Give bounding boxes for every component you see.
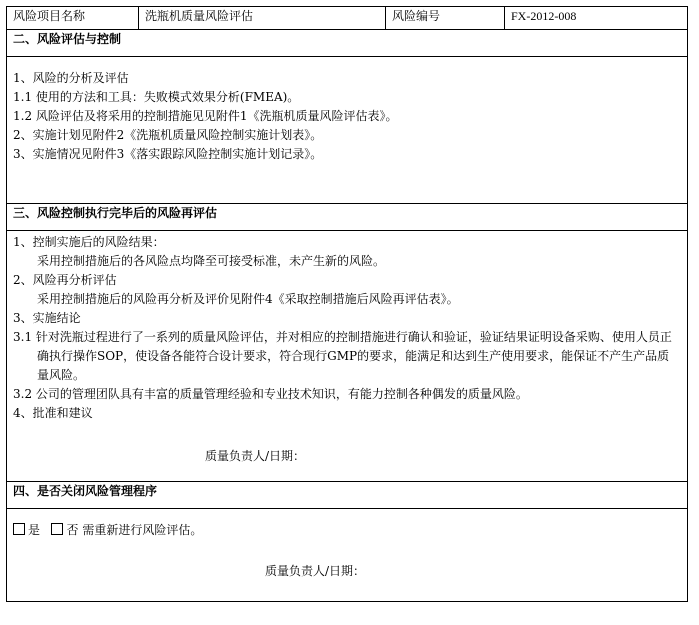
section4-body [7, 509, 688, 602]
project-name-label: 风险项目名称 [7, 7, 139, 30]
s3-item-2-detail: 采用控制措施后的风险再分析及评价见附件4《采取控制措施后风险再评估表》。 [37, 292, 459, 306]
s2-line-1: 1、风险的分析及评估 [13, 71, 129, 85]
reassess-note: 需重新进行风险评估。 [82, 523, 203, 537]
project-name-value: 洗瓶机质量风险评估 [139, 7, 386, 30]
s3-item-1: 1、控制实施后的风险结果： [13, 235, 165, 249]
section4-title: 四、是否关闭风险管理程序 [7, 482, 688, 509]
no-checkbox[interactable] [51, 523, 63, 535]
s3-item-4: 4、批准和建议 [13, 406, 93, 420]
section2-body-row [7, 57, 688, 204]
s2-line-4: 2、实施计划见附件2《洗瓶机质量风险控制实施计划表》。 [13, 128, 323, 142]
s3-item-3-2: 3.2 公司的管理团队具有丰富的质量管理经验和专业技术知识，有能力控制各种偶发的质量风险。 [13, 387, 528, 401]
section3-title: 三、风险控制执行完毕后的风险再评估 [7, 204, 688, 231]
s3-item-3: 3、实施结论 [13, 311, 81, 325]
yes-label: 是 [28, 523, 41, 537]
s2-line-2: 1.1 使用的方法和工具：失败模式效果分析(FMEA)。 [13, 90, 300, 104]
risk-code-label: 风险编号 [386, 7, 505, 30]
header-row [7, 7, 688, 30]
risk-code-value: FX-2012-008 [505, 7, 688, 30]
s3-item-3-1: 3.1 针对洗瓶过程进行了一系列的质量风险评估，并对相应的控制措施进行确认和验证，验证结果证明设备采购、使用人员正确执行操作SOP，使设备各能符合设计要求，符合现行GMP的要求，能满足和达到生产使用要求，能保证不产生产品质量风险。 [13, 330, 672, 382]
s2-line-5: 3、实施情况见附件3《落实跟踪风险控制实施计划记录》。 [13, 147, 323, 161]
section2-title: 二、风险评估与控制 [7, 30, 688, 57]
section3-body [7, 231, 688, 482]
no-label: 否 [66, 523, 79, 537]
s3-item-1-detail: 采用控制措施后的各风险点均降至可接受标准，未产生新的风险。 [37, 254, 386, 268]
s3-signature-line: 质量负责人/日期： [205, 449, 306, 463]
close-decision-line [13, 521, 681, 540]
section3-title-row [7, 204, 688, 231]
section3-body-row [7, 231, 688, 482]
section4-title-row [7, 482, 688, 509]
s4-signature-line: 质量负责人/日期： [265, 564, 366, 578]
section2-body [7, 57, 688, 204]
s3-item-2: 2、风险再分析评估 [13, 273, 117, 287]
yes-checkbox[interactable] [13, 523, 25, 535]
section2-title-row [7, 30, 688, 57]
section4-body-row [7, 509, 688, 602]
s2-line-3: 1.2 风险评估及将采用的控制措施见见附件1《洗瓶机质量风险评估表》。 [13, 109, 398, 123]
risk-assessment-form [6, 6, 688, 602]
